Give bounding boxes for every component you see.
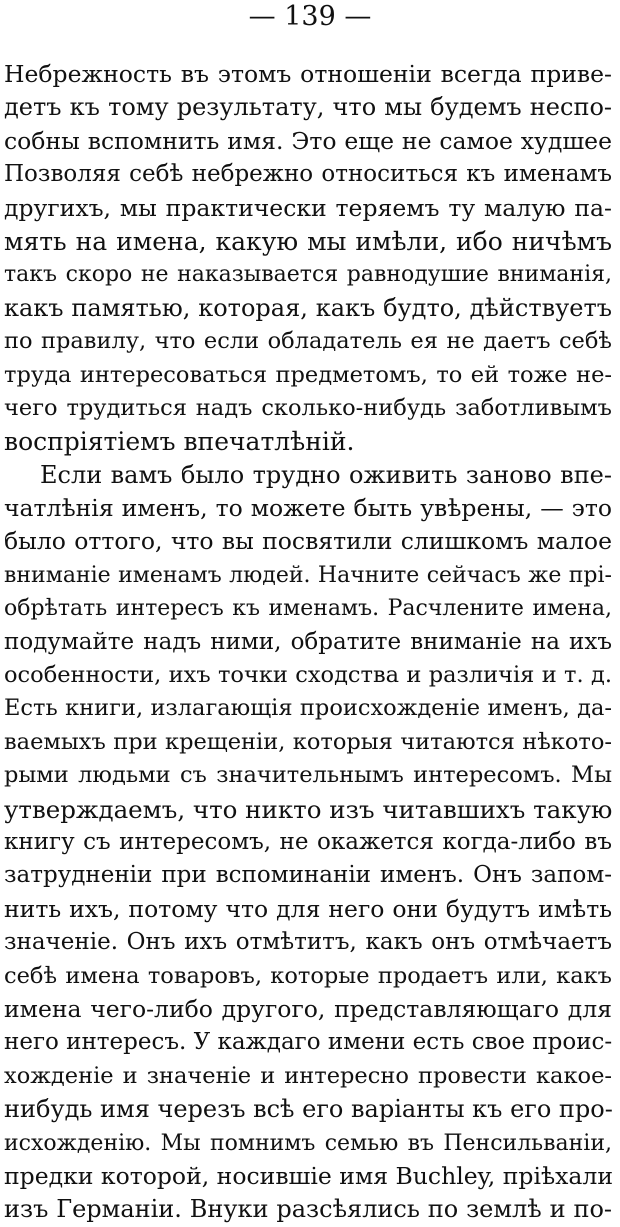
text-line: воспрiятiемъ впечатлѣнiй.	[4, 427, 355, 457]
text-line: себѣ имена товаровъ, которые продаетъ или, какъ	[4, 962, 612, 989]
page-number: — 139 —	[248, 1, 372, 32]
text-line: было оттого, что вы посвятили слишкомъ малое	[4, 527, 612, 556]
text-line: книгу съ интересомъ, не окажется когда-либо въ	[4, 828, 612, 855]
text-line: Небрежность въ этомъ отношенiи всегда приве-	[4, 60, 612, 88]
text-line: по правилу, что если обладатель ея не даетъ себѣ	[4, 328, 612, 355]
text-line: особенности, ихъ точки сходства и различiя и т. д.	[4, 662, 612, 689]
text-line: затрудненiи при вспоминанiи именъ. Онъ запом-	[4, 862, 612, 889]
text-line: нить ихъ, потому что для него они будутъ имѣть	[4, 894, 612, 923]
text-line: него интересъ. У каждаго имени есть свое проис-	[4, 1029, 613, 1056]
text-line: имена чего-либо другого, представляющаго для	[4, 994, 612, 1023]
text-line: рыми людьми съ значительнымъ интересомъ. Мы	[4, 762, 612, 789]
text-line: чего трудиться надъ сколько-нибудь заботливымъ	[4, 394, 612, 421]
body-text	[4, 58, 612, 1227]
text-line: Позволяя себѣ небрежно относиться къ именамъ	[4, 161, 612, 188]
text-line: Если вамъ было трудно оживить заново впе-	[40, 460, 612, 489]
text-line: такъ скоро не наказывается равнодушие вниманiя,	[4, 262, 612, 288]
text-line: значенiе. Онъ ихъ отмѣтитъ, какъ онъ отмѣчаетъ	[4, 929, 612, 956]
text-line: детъ къ тому результату, что мы будемъ неспо-	[4, 93, 612, 122]
text-line: исхожденiю. Мы помнимъ семью въ Пенсильванiи,	[4, 1130, 612, 1156]
text-line: хожденiе и значенiе и интересно провести какое-	[4, 1062, 612, 1089]
text-line: другихъ, мы практически теряемъ ту малую па-	[4, 193, 612, 222]
text-line: вниманiе именамъ людей. Начните сейчасъ же прi-	[4, 562, 612, 588]
text-line: предки которой, носившiе имя Buchley, прiѣхали	[4, 1161, 613, 1190]
text-line: собны вспомнить имя. Это еще не самое худшее	[4, 126, 612, 155]
text-line: какъ памятью, которая, какъ будто, дѣйствуетъ	[4, 293, 612, 322]
text-line: утверждаемъ, что никто изъ читавшихъ такую	[4, 794, 613, 824]
text-line: подумайте надъ ними, обратите вниманiе на ихъ	[4, 628, 612, 655]
text-line: мять на имена, какую мы имѣли, ибо ничѣмъ	[4, 226, 612, 256]
text-line: нибудь имя черезъ всѣ его варiанты къ его про-	[4, 1095, 613, 1124]
text-line: обрѣтать интересъ къ именамъ. Расчлените имена,	[4, 596, 612, 622]
text-line: изъ Германiи. Внуки разсѣялись по землѣ и по-	[4, 1195, 612, 1224]
text-line: чатлѣнiя именъ, то можете быть увѣрены, — это	[4, 494, 612, 523]
text-line: ваемыхъ при крещенiи, которыя читаются нѣкото-	[4, 728, 612, 755]
text-line: труда интересоваться предметомъ, то ей тоже не-	[4, 361, 612, 388]
text-line: Есть книги, излагающiя происхожденiе именъ, да-	[4, 695, 612, 722]
